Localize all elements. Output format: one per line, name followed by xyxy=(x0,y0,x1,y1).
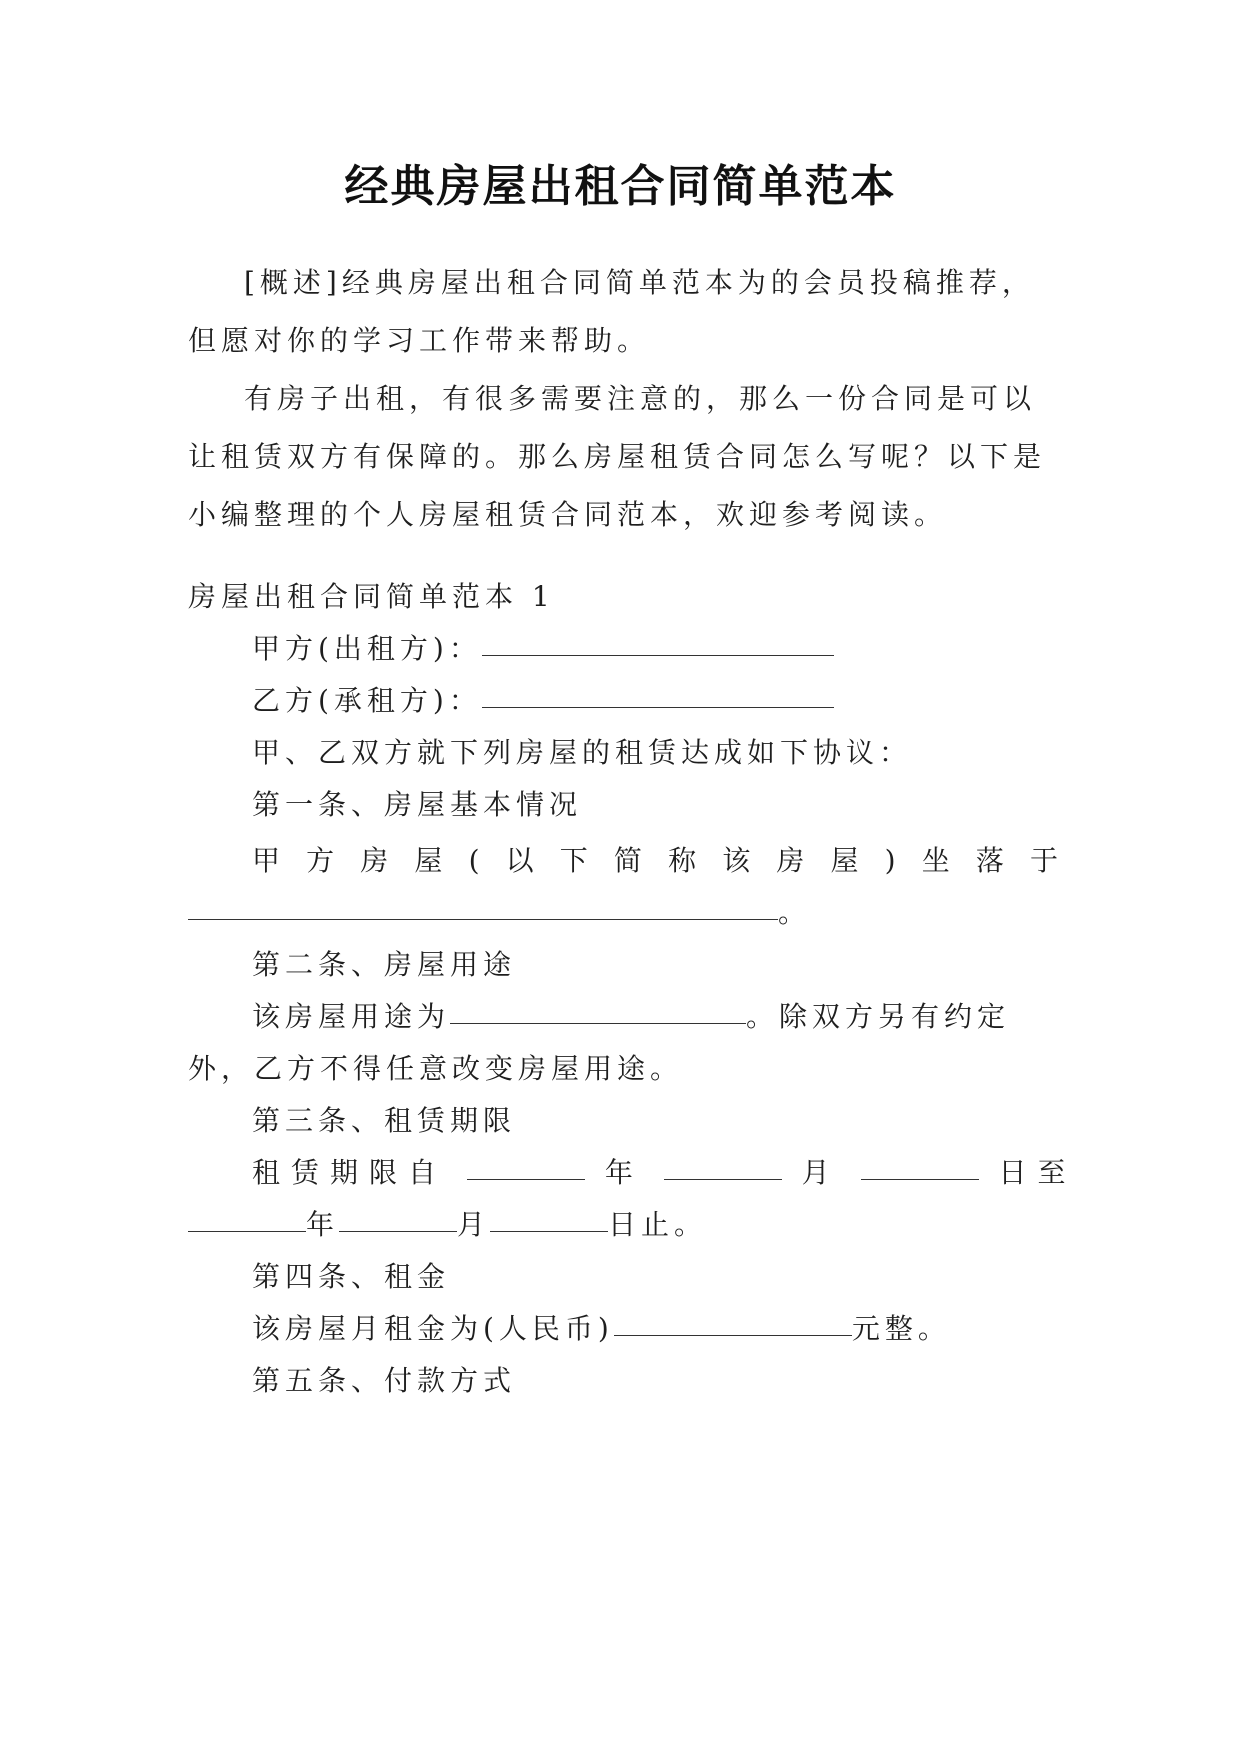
party-b-blank xyxy=(482,679,834,708)
end-year-label: 年 xyxy=(306,1208,340,1241)
party-b-line xyxy=(252,672,834,730)
party-a-label: 甲方(出租方)： xyxy=(252,632,482,665)
article-4-line-1 xyxy=(252,1300,951,1358)
start-day-to-label: 日至 xyxy=(998,1156,1077,1189)
end-day-label: 日止。 xyxy=(608,1208,708,1241)
article-2-line-2: 外，乙方不得任意改变房屋用途。 xyxy=(188,1052,684,1085)
rent-label: 该房屋月租金为(人民币) xyxy=(252,1312,614,1345)
address-blank xyxy=(188,891,778,920)
article-4-heading: 第四条、租金 xyxy=(252,1260,451,1293)
end-month-label: 月 xyxy=(457,1208,491,1241)
end-month-blank xyxy=(339,1203,457,1232)
usage-blank xyxy=(450,995,746,1024)
article-2-line-1-start: 该房屋用途为 xyxy=(252,1000,451,1033)
end-day-blank xyxy=(490,1203,608,1232)
article-2-heading: 第二条、房屋用途 xyxy=(252,948,517,981)
intro-section xyxy=(188,254,1058,544)
start-year-blank xyxy=(467,1151,585,1180)
article-3-line-2 xyxy=(188,1196,707,1254)
article-2-line-1 xyxy=(252,988,1010,1046)
article-1-line-2 xyxy=(188,884,811,942)
document-title: 经典房屋出租合同简单范本 xyxy=(344,161,897,212)
party-a-blank xyxy=(482,627,834,656)
end-year-blank xyxy=(188,1203,306,1232)
party-b-label: 乙方(承租方)： xyxy=(252,684,482,717)
lease-period-from-label: 租赁期限自 xyxy=(252,1156,448,1189)
article-3-line-1 xyxy=(252,1144,1077,1202)
party-a-line xyxy=(252,620,834,678)
start-month-label: 月 xyxy=(801,1156,841,1189)
article-1-line-2-end: 。 xyxy=(778,896,812,929)
article-1-line-1: 甲方房屋(以下简称该房屋)坐落于 xyxy=(252,844,1058,877)
rent-unit-label: 元整。 xyxy=(851,1312,951,1345)
start-day-blank xyxy=(861,1151,979,1180)
intro-paragraph-2: 有房子出租，有很多需要注意的，那么一份合同是可以让租赁双方有保障的。那么房屋租赁合同怎么写呢？以下是小编整理的个人房屋租赁合同范本，欢迎参考阅读。 xyxy=(188,382,1047,531)
start-year-label: 年 xyxy=(604,1156,644,1189)
intro-paragraph-1: [概述]经典房屋出租合同简单范本为的会员投稿推荐，但愿对你的学习工作带来帮助。 xyxy=(188,266,1035,357)
article-3-heading: 第三条、租赁期限 xyxy=(252,1104,517,1137)
agreement-intro: 甲、乙双方就下列房屋的租赁达成如下协议： xyxy=(252,736,913,769)
section-heading: 房屋出租合同简单范本 1 xyxy=(188,580,555,613)
article-2-line-1-end: 。除双方另有约定 xyxy=(746,1000,1011,1033)
rent-amount-blank xyxy=(614,1307,852,1336)
start-month-blank xyxy=(664,1151,782,1180)
article-5-heading: 第五条、付款方式 xyxy=(252,1364,517,1397)
article-1-heading: 第一条、房屋基本情况 xyxy=(252,788,583,821)
